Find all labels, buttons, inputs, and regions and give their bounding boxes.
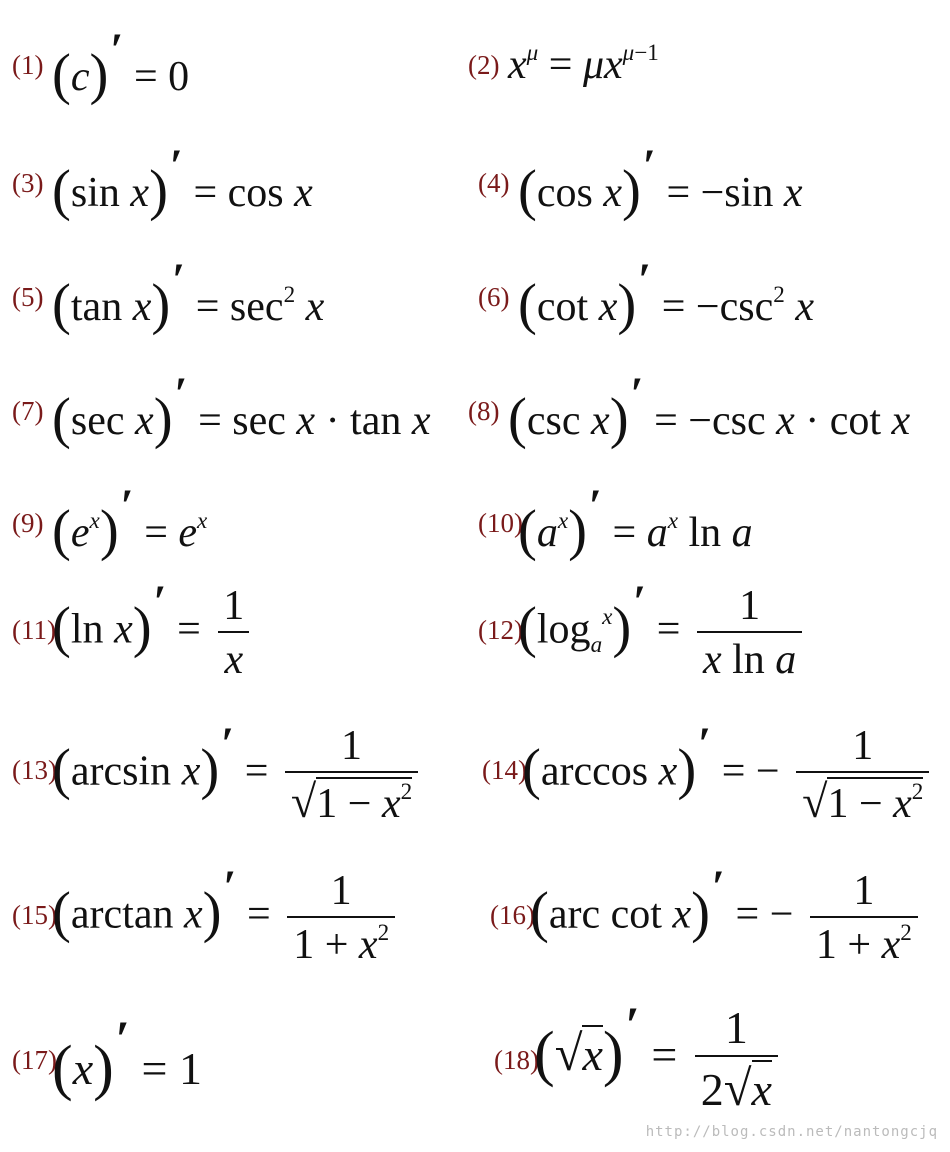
formula-5: (tan $x)' = \sec^2 x$ <box>52 253 325 337</box>
label-6: (6) <box>478 282 510 312</box>
label-14: (14) <box>482 755 527 785</box>
formula-7: (sec x)′ = sec x · tan x <box>52 367 431 451</box>
formula-4: (cos x)′ = −sin x <box>518 139 803 223</box>
watermark: http://blog.csdn.net/nantongcjq <box>645 1124 938 1140</box>
formula-15: (arctan x)′ = $\frac{1}{1 + x^2}$ <box>52 870 395 966</box>
label-17: (17) <box>12 1045 57 1075</box>
label-12: (12) <box>478 615 523 645</box>
label-16: (16) <box>490 900 535 930</box>
label-18: (18) <box>494 1045 539 1075</box>
formula-12: $(\log_a^x)'$ = $\frac{1}{\text{x ln a}}$ <box>518 585 802 681</box>
formula-3: (sin x)′ = cos x <box>52 139 313 223</box>
label-11: (11) <box>12 615 56 645</box>
formula-17: (x)′ = 1 <box>52 1011 202 1102</box>
label-4: (4) <box>478 168 510 198</box>
formula-2: $x^\mu = \mu x^{\mu-1}$ <box>508 38 659 88</box>
formula-14: (arccos x)′ = − $\frac{1}{√1 - x^2}$ <box>522 725 929 825</box>
formula-9: $(e^x)' = e^x$ <box>52 479 208 563</box>
label-9: (9) <box>12 508 44 538</box>
label-5: (5) <box>12 282 44 312</box>
formula-18: (√x)′ = $\frac{1}{2√x}$ <box>534 1005 778 1114</box>
formula-10: $(a^x)' = a^x$ ln a <box>518 479 753 563</box>
label-13: (13) <box>12 755 57 785</box>
label-3: (3) <box>12 168 44 198</box>
label-7: (7) <box>12 396 44 426</box>
formula-11: (ln x)′ = $\frac{1}{x}$ <box>52 585 250 681</box>
label-1: (1) <box>12 50 44 80</box>
formula-8: (csc x)′ = −csc x · cot x <box>508 367 911 451</box>
formula-1: (c)′ = 0 <box>52 23 190 107</box>
label-15: (15) <box>12 900 57 930</box>
formula-16: (arc cot x)′ = − $\frac{1}{1 + x^2}$ <box>530 870 918 966</box>
label-2: (2) <box>468 50 500 80</box>
label-8: (8) <box>468 396 500 426</box>
label-10: (10) <box>478 508 523 538</box>
formula-6: (cot $x)' = -\csc^2$ x <box>518 253 814 337</box>
formula-13: (arcsin x)′ = $\frac{1}{√1 - x^2}$ <box>52 725 418 825</box>
